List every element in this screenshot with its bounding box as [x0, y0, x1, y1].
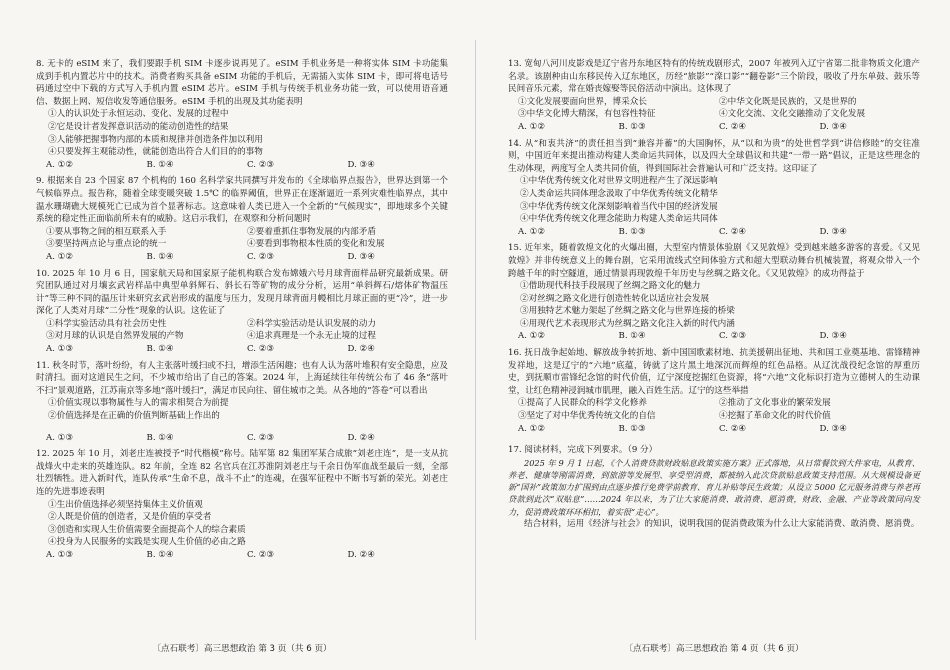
answer-b: B. ①③ — [618, 423, 646, 434]
answer-d: D. ②④ — [347, 344, 375, 355]
answer-a: A. ①② — [518, 121, 546, 132]
answer-choices — [508, 226, 920, 239]
answer-c: C. ②③ — [247, 251, 275, 262]
reading-material: 2025 年 9 月 1 日起，《个人消费贷款财政贴息政策实施方案》正式落地，从日常餐饮到大件家电，从教育、养老、健康等刚需消费，到旅游等发展型、享受型消费，都被纳入此次贷款贴息政策支持范围。从大规模设备更新“国补”政策加力扩围到由点逐步推行免费学前教育、育儿补贴等民生政策；从设立 5000 亿元服务消费与养老再贷款到此次“双贴息”……2024 年以来，为了让大家能消费、敢消费、愿消费，财政、金融、产业等政策同向发力，促消费政策环环相扣，着实很“走心”。 — [508, 457, 920, 517]
answer-b: B. ①④ — [146, 344, 174, 355]
option: ③对月球的认识是自然界发展的产物 — [46, 331, 184, 342]
answer-choices — [508, 121, 920, 134]
answer-choices — [508, 330, 920, 343]
answer-c: C. ②③ — [247, 432, 275, 443]
question-stem: 9. 根据来自 23 个国家 87 个机构的 160 名科学家共同撰写并发布的《全球临界点报告》，世界达到第一个气候临界点。报告称，随着全球变暖突破 1.5℃ 的临界阈值，世界正在逐渐逼近一系列灾难性临界点，其中温水珊瑚礁大规模死亡已成为首个显著标志。这意味着人类已进入一个全新的“气候现实”，即地球多个关键系统的稳定性正面临前所未有的威胁。这启示我们，在观察和分析问题时 — [36, 176, 448, 225]
answer-choices — [36, 251, 448, 264]
question-stem: 13. 宽甸八河川皮影戏是辽宁省丹东地区特有的传统戏剧形式，2007 年被列入辽宁省第二批非物质文化遗产名录。该剧种由山东移民传入辽东地区，历经“旅影”“滦口影”“翻卷影”三个阶段，吸收了丹东单鼓、鼓乐等民间音乐元素，常在婚丧嫁娶等民俗活动中演出。这体现了 — [508, 59, 920, 95]
answer-a: A. ①② — [46, 251, 74, 262]
question-stem: 8. 无卡的 eSIM 来了，我们要跟手机 SIM 卡逐步说再见了。eSIM 手机业务是一种将实体 SIM 卡功能集成到手机内置芯片中的技术。消费者购买具备 eSIM 功能的手机后，无需插入实体 SIM 卡，即可将电话号码通过空中下载的方式写入手机内置 eSIM 芯片。eSIM 手机与传统手机业务功能一致，可以使用语音通信、数据上网、短信收发等通信服务。eSIM 手机的出现及其功能表明 — [36, 59, 448, 107]
answer-d: D. ②④ — [347, 549, 375, 560]
answer-b: B. ①④ — [146, 549, 174, 560]
question-12 — [36, 448, 448, 561]
option-row — [36, 238, 448, 251]
option: ①要从事物之间的相互联系入手 — [46, 226, 167, 237]
answer-d: D. ③④ — [819, 331, 847, 342]
answer-a: A. ①③ — [46, 432, 74, 443]
option-row — [508, 96, 920, 109]
answer-choices — [36, 432, 448, 445]
answer-d: D. ③④ — [347, 159, 375, 170]
answer-d: D. ③④ — [347, 251, 375, 262]
answer-c: C. ②④ — [719, 121, 747, 132]
answer-b: B. ①④ — [146, 159, 174, 170]
option: ④挖掘了革命文化的时代价值 — [719, 411, 831, 422]
answer-b: B. ①④ — [146, 251, 174, 262]
answer-d: D. ③④ — [819, 423, 847, 434]
option: ①科学实验活动具有社会历史性 — [46, 318, 167, 329]
question-requirement: 结合材料，运用《经济与社会》的知识，说明我国的促消费政策为什么让大家能消费、敢消费、愿消费。 — [524, 518, 920, 529]
option-row — [36, 318, 448, 331]
answer-a: A. ①③ — [46, 549, 74, 560]
question-stem: 12. 2025 年 10 月，刘老庄连被授予“时代楷模”称号。陆军第 82 集团军某合成旅“刘老庄连”，是一支从抗战烽火中走来的英雄连队。82 年前，全连 82 名官兵在江苏淮阴刘老庄与千余日伪军血战至最后一刻，全部壮烈牺牲。进入新时代，连队传承“生命不息，战斗不止”的连魂，在强军征程中不断书写新的荣光。刘老庄连的先进事迹表明 — [36, 449, 448, 497]
option: ②人类命运共同体理念汲取了中华优秀传统文化精华 — [520, 188, 718, 199]
option: ③用独特艺术魅力架起了丝绸之路文化与世界连接的桥梁 — [520, 306, 735, 317]
left-column — [36, 58, 448, 562]
option: ③创造和实现人生价值需要全面提高个人的综合素质 — [48, 524, 246, 535]
answer-c: C. ②③ — [719, 331, 747, 342]
option: ②它是设计者发挥意识活动的能动创造性的结果 — [48, 121, 229, 132]
page-footer-left: 〔点石联考〕高三思想政治 第 3 页（共 6 页） — [152, 644, 332, 654]
option-row — [508, 397, 920, 410]
question-17 — [508, 444, 920, 530]
option: ①生出价值选择必须坚持集体主义价值观 — [48, 499, 203, 510]
option: ②人既是价值的创造者，又是价值的享受者 — [48, 512, 212, 523]
question-stem: 14. 从“和衷共济”的责任担当到“兼容并蓄”的大国胸怀，从“以和为贵”的处世哲学到“讲信修睦”的交往准则，中国近年来提出推动构建人类命运共同体，以及四大全球倡议和共建“一带一路”倡议，正是这些理念的生动体现，两度写全人类共同价值，得到国际社会普遍认可和广泛支持。这印证了 — [508, 138, 920, 174]
answer-b: B. ①③ — [618, 121, 646, 132]
option-row — [36, 330, 448, 343]
answer-c: C. ②④ — [719, 423, 747, 434]
answer-choices — [36, 159, 448, 172]
option-row — [36, 226, 448, 239]
answer-b: B. ①④ — [146, 432, 174, 443]
answer-choices — [36, 549, 448, 562]
question-10 — [36, 268, 448, 356]
question-stem: 17. 阅读材料，完成下列要求。（9 分） — [508, 445, 658, 456]
question-16 — [508, 347, 920, 435]
column-divider — [475, 40, 476, 640]
option: ④只要发挥主观能动性，就能创造出符合人们目的的事物 — [48, 147, 263, 158]
option: ③坚定了对中华优秀传统文化的自信 — [518, 411, 656, 422]
option-row — [508, 108, 920, 121]
answer-a: A. ①② — [46, 159, 74, 170]
question-13 — [508, 58, 920, 134]
option: ①价值实现以事物属性与人的需求相契合为前提 — [48, 398, 229, 409]
right-column — [508, 58, 920, 530]
answer-c: C. ②③ — [247, 549, 275, 560]
question-8 — [36, 58, 448, 171]
option: ②推动了文化事业的繁荣发展 — [719, 398, 831, 409]
answer-choices — [36, 343, 448, 356]
question-14 — [508, 138, 920, 239]
option: ②价值选择是在正确的价值判断基础上作出的 — [48, 411, 220, 422]
answer-b: B. ①③ — [618, 226, 646, 237]
option: ③中华文化博大精深，有包容性特征 — [518, 109, 656, 120]
option: ④投身为人民服务的实践是实现人生价值的必由之路 — [48, 537, 246, 548]
option: ④要看到事物根本性质的变化和发展 — [247, 239, 385, 250]
option: ①人的认识处于永恒运动、变化、发展的过程中 — [48, 109, 229, 120]
option: ④中华优秀传统文化理念能助力构建人类命运共同体 — [520, 214, 718, 225]
option: ②科学实验活动是认识发展的动力 — [247, 318, 376, 329]
answer-a: A. ①② — [518, 226, 546, 237]
question-stem: 15. 近年来，随着敦煌文化的火爆出圈，大型室内情景体验剧《又见敦煌》受到越来越多游客的喜爱。《又见敦煌》并非传统意义上的舞台剧，它采用流线式空间体验方式和超大型联动舞台机械装置，将观众带入一个跨越千年的时空隧道，通过情景再现敦煌千年历史与丝绸之路文化。《又见敦煌》的成功得益于 — [508, 243, 920, 279]
option: ④文化交流、文化交融推动了文化发展 — [719, 109, 866, 120]
option: ②对丝绸之路文化进行创造性转化以适应社会发展 — [520, 293, 710, 304]
option: ②中华文化既是民族的，又是世界的 — [719, 96, 857, 107]
answer-c: C. ②④ — [719, 226, 747, 237]
option: ③中华优秀传统文化深刻影响着当代中国的经济发展 — [520, 201, 718, 212]
option: ③要坚持两点论与重点论的统一 — [46, 239, 167, 250]
question-stem: 11. 秋冬时节，落叶纷纷，有人主张落叶缓扫或不扫，增添生活闲趣；也有人认为落叶堆积有安全隐患，应及时清扫。面对这道民生之问，不少城市给出了自己的答案。2024 年，上海延续往年传统公布了 46 条“落叶不扫”景观道路，江苏南京等多地“落叶缓扫”，满足市民向往、留住城市之美。从各地的“答卷”可以看出 — [36, 360, 448, 396]
option: ①提高了人民群众的科学文化修养 — [518, 398, 647, 409]
question-15 — [508, 242, 920, 343]
answer-choices — [508, 423, 920, 436]
option-row — [508, 410, 920, 423]
option: ③人能够把握事物内部的本质和规律并创造条件加以利用 — [48, 134, 263, 145]
answer-c: C. ②③ — [247, 159, 275, 170]
answer-a: A. ①② — [518, 331, 546, 342]
answer-d: D. ②④ — [347, 432, 375, 443]
answer-b: B. ①④ — [618, 331, 646, 342]
question-11 — [36, 360, 448, 445]
question-stem: 16. 抚日战争起始地、解放战争转折地、新中国国歌素材地、抗美援朝出征地、共和国工业奠基地、雷锋精神发祥地，这是辽宁的“六地”底蕴，铸就了这片黑土地深沉而辉煌的红色品格。从辽沈战役纪念馆的厚重历史，到抚顺市雷锋纪念馆的时代价值，辽宁深度挖掘红色资源，将“六地”文化标识打造为立德树人的生动课堂，让红色精神浸润城市肌理，融入百姓生活。辽宁的这些举措 — [508, 348, 920, 396]
option: ①中华优秀传统文化对世界文明进程产生了深远影响 — [520, 176, 718, 187]
answer-d: D. ③④ — [819, 121, 847, 132]
option: ②要着重抓住事物发展的内部矛盾 — [247, 226, 376, 237]
page-footer-right: 〔点石联考〕高三思想政治 第 4 页（共 6 页） — [624, 644, 804, 654]
answer-d: D. ③④ — [819, 226, 847, 237]
option: ④用现代艺术表现形式为丝绸之路文化注入新的时代内涵 — [520, 318, 735, 329]
answer-a: A. ①③ — [46, 344, 74, 355]
option: ①文化发展要面向世界，博采众长 — [518, 96, 647, 107]
question-9 — [36, 175, 448, 263]
option: ①借助现代科技手段展现了丝绸之路文化的魅力 — [520, 281, 701, 292]
answer-c: C. ②③ — [247, 344, 275, 355]
option: ④追求真理是一个永无止境的过程 — [247, 331, 376, 342]
question-stem: 10. 2025 年 10 月 6 日，国家航天局和国家原子能机构联合发布嫦娥六号月球背面样品研究最新成果。研究团队通过对月壤玄武岩样品中典型单斜辉石、斜长石等矿物的成分分析，运用“单斜辉石/熔体矿物温压计”等三种不同的温压计来研究玄武岩形成的温度与压力，发现月球背面月幔相比月球正面的更“冷”，进一步深化了人类对月球“二分性”现象的认识。这佐证了 — [36, 268, 448, 317]
answer-a: A. ①② — [518, 423, 546, 434]
